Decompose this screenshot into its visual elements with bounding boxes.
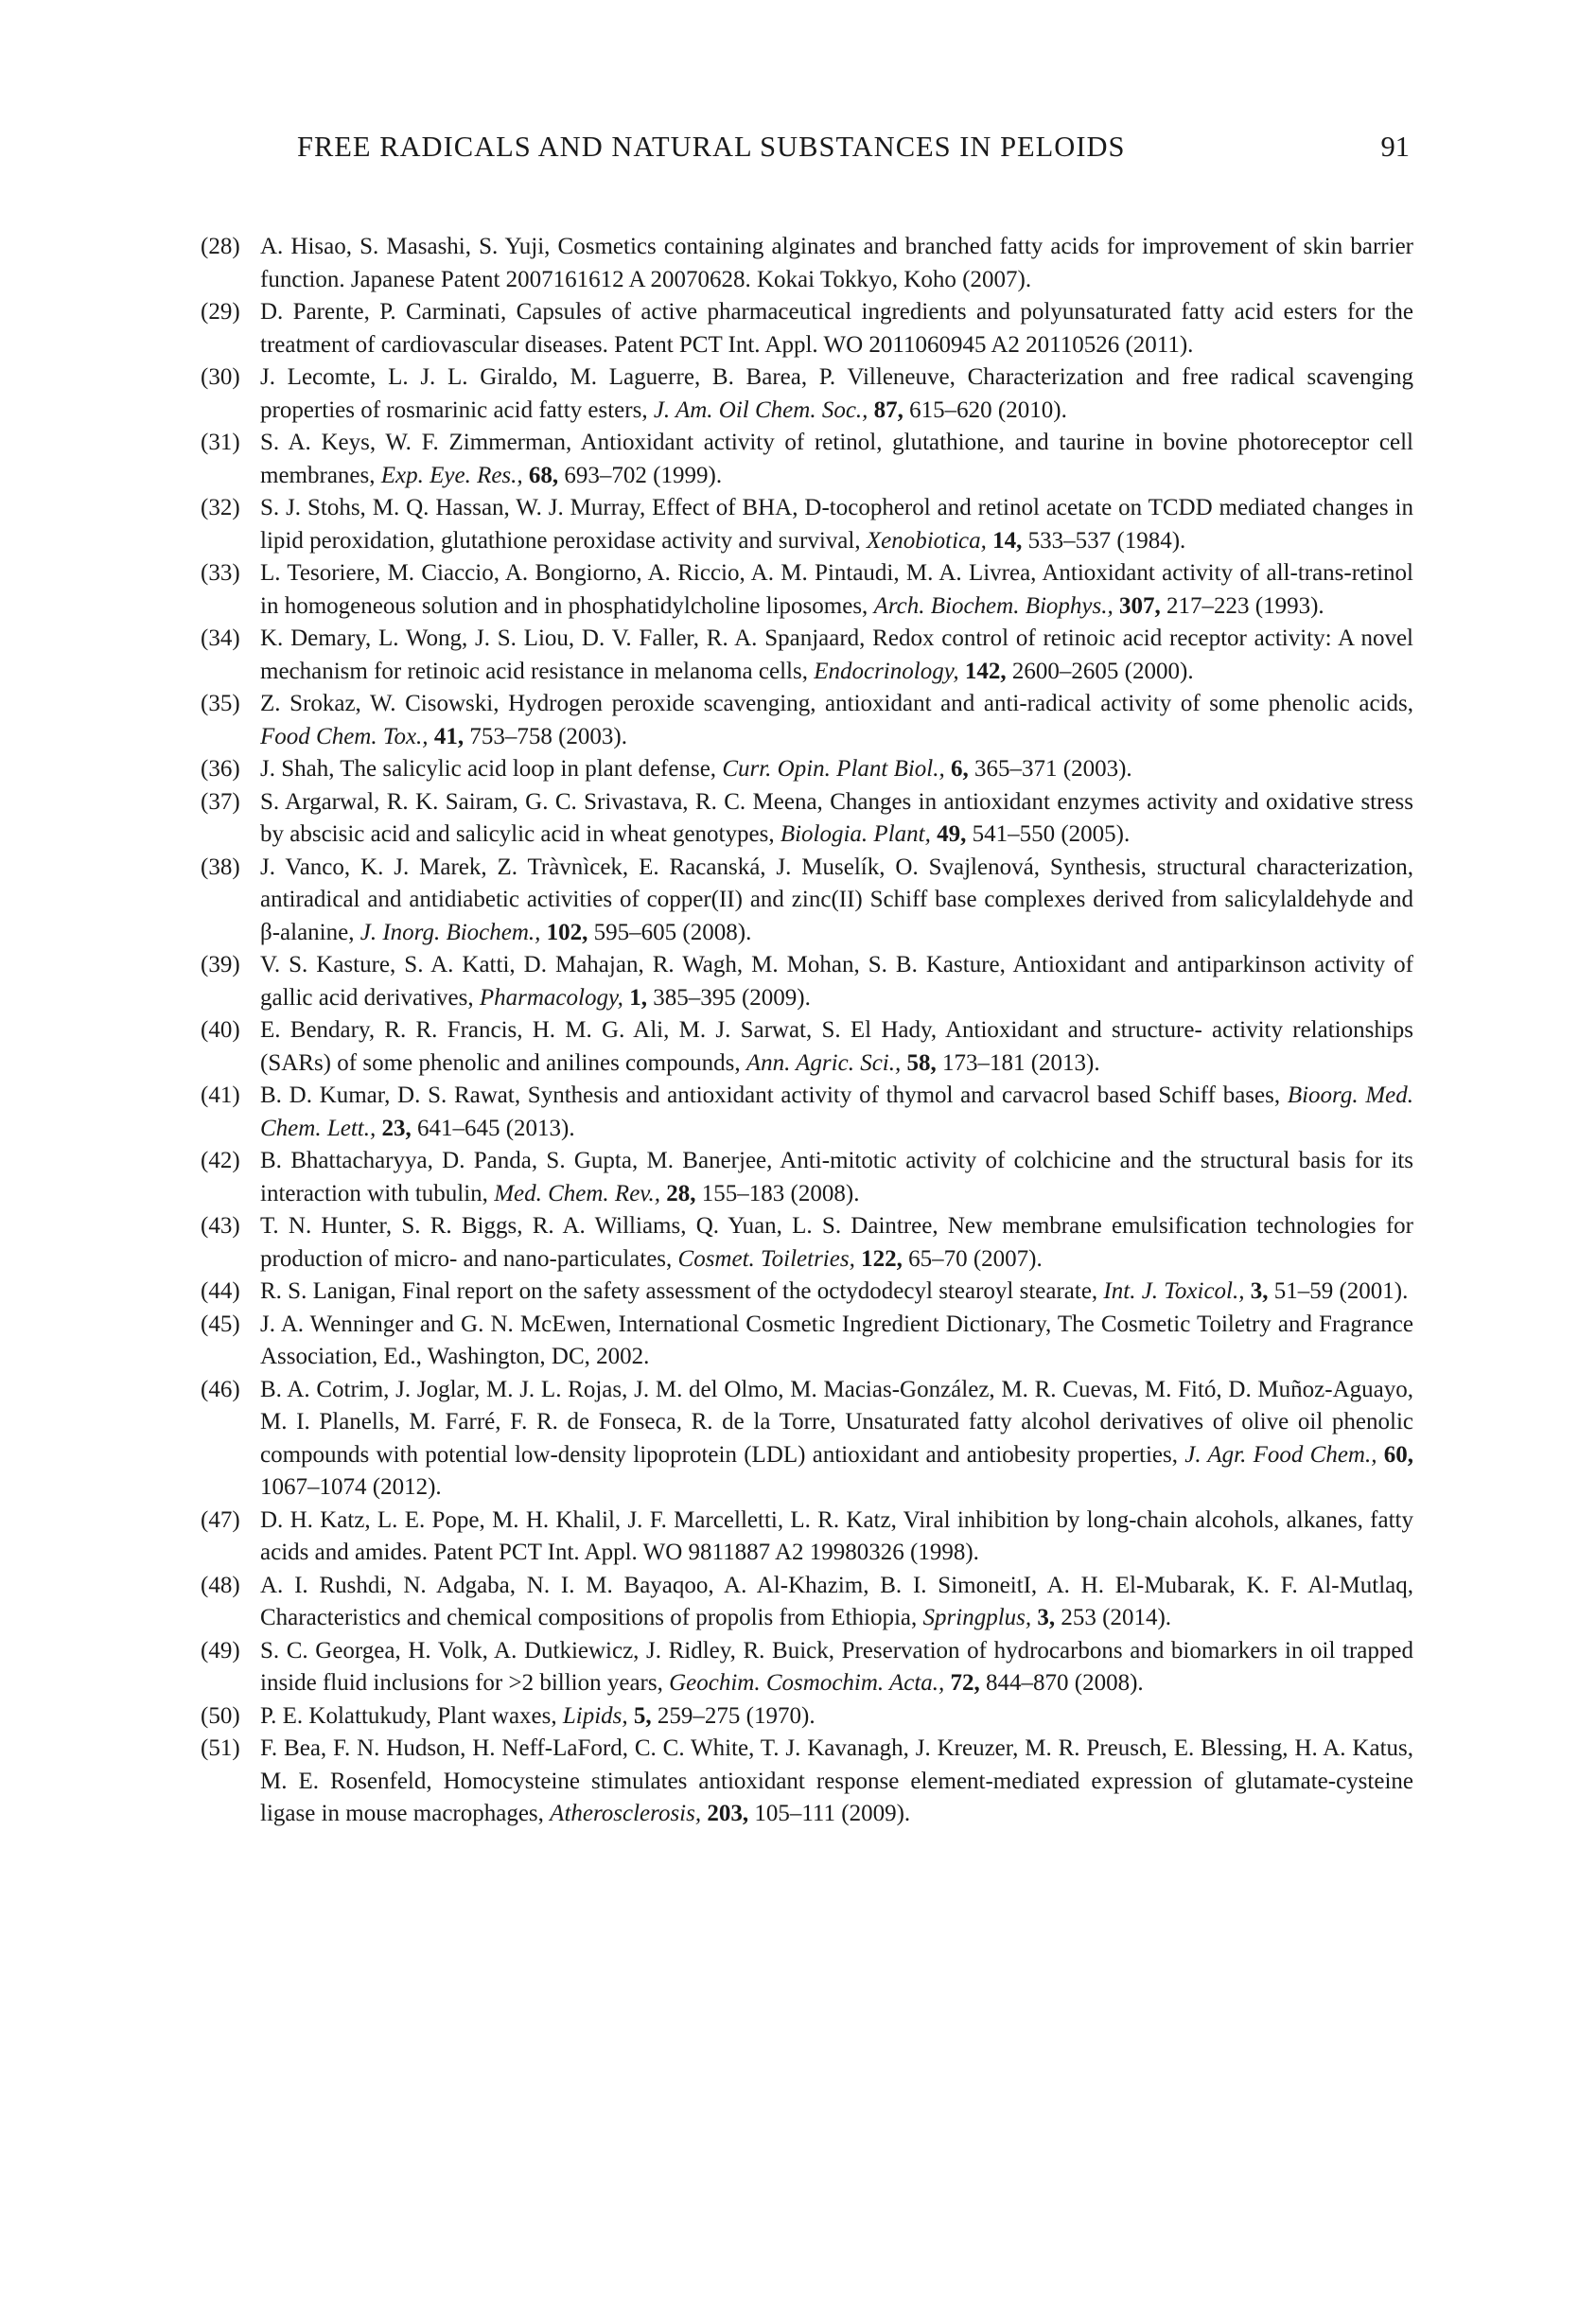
reference-number: (49) [201,1637,240,1663]
reference-citation [544,1801,910,1826]
volume-number: 1, [629,984,647,1011]
pages-year: 1067–1074 (2012). [260,1474,442,1500]
page-number: 91 [1380,131,1410,163]
reference-text: K. Demary, L. Wong, J. S. Liou, D. V. Faller, R. A. Spanjaard, Redox control of retinoic acid receptor activity: A novel mechanism for retinoic acid resistance in melanoma cells, [260,625,1413,684]
reference-citation [648,397,1067,423]
volume-number: 41, [433,723,465,749]
journal-title: Med. Chem. Rev., [494,1180,661,1206]
volume-number: 102, [546,919,588,945]
journal-title: Curr. Opin. Plant Biol., [722,756,945,782]
reference-number: (34) [201,625,240,651]
pages-year: 753–758 (2003). [469,723,627,749]
reference-citation [775,821,1131,847]
reference-number: (43) [201,1213,240,1239]
reference-body [260,1276,1413,1309]
reference-text: E. Bendary, R. R. Francis, H. M. G. Ali, M. J. Sarwat, S. El Hady, Antioxidant and structure- activity relationships (SARs) of some phenolic and anilines compounds, [260,1017,1413,1076]
reference-entry [201,623,1413,688]
reference-text: Z. Srokaz, W. Cisowski, Hydrogen peroxide scavenging, antioxidant and anti-radical activity of some phenolic acids, [260,691,1413,716]
reference-citation [663,1670,1144,1696]
journal-title: Lipids, [562,1702,628,1729]
reference-number: (35) [201,691,240,716]
pages-year: 105–111 (2009). [754,1801,911,1826]
pages-year: 595–605 (2008). [593,919,752,945]
reference-entry [201,492,1413,557]
reference-citation [375,463,722,488]
reference-entry [201,1014,1413,1080]
journal-title: J. Agr. Food Chem., [1184,1441,1377,1468]
reference-number: (42) [201,1148,240,1173]
reference-text: J. Shah, The salicylic acid loop in plant defense, [260,756,717,782]
reference-number: (48) [201,1572,240,1598]
reference-text: S. Argarwal, R. K. Sairam, G. C. Srivastava, R. C. Meena, Changes in antioxidant enzymes activity and oxidative stress by abscisic acid and salicylic acid in wheat genotypes, [260,788,1413,847]
reference-citation [917,1605,1171,1630]
reference-body [260,1014,1413,1080]
reference-text: S. A. Keys, W. F. Zimmerman, Antioxidant activity of retinol, glutathione, and taurine in bovine photoreceptor cell membranes, [260,430,1413,488]
reference-body [260,852,1413,950]
volume-number: 122, [861,1245,903,1272]
reference-citation [474,985,811,1011]
reference-body [260,949,1413,1014]
reference-number: (29) [201,299,240,325]
journal-title: Endocrinology, [814,658,959,684]
journal-title: Geochim. Cosmochim. Acta., [669,1670,945,1696]
reference-citation [557,1703,816,1729]
reference-entry [201,1570,1413,1635]
volume-number: 72, [950,1670,980,1696]
reference-entry [201,361,1413,427]
reference-text: L. Tesoriere, M. Ciaccio, A. Bongiorno, A. Riccio, A. M. Pintaudi, M. A. Livrea, Antioxidant activity of all-trans-retinol in homogeneous solution and in phosphatidylcholine liposomes, [260,560,1413,619]
reference-citation [741,1050,1100,1076]
journal-title: Pharmacology, [479,984,623,1011]
reference-entry [201,688,1413,753]
reference-entry [201,1505,1413,1570]
reference-number: (37) [201,788,240,815]
reference-entry [201,231,1413,296]
reference-body [260,1210,1413,1276]
reference-entry [201,1210,1413,1276]
reference-number: (33) [201,560,240,586]
reference-number: (47) [201,1506,240,1533]
pages-year: 541–550 (2005). [972,821,1131,847]
reference-citation [1097,1278,1408,1304]
volume-number: 58, [906,1049,937,1076]
running-head [297,131,1410,168]
reference-entry [201,1145,1413,1210]
reference-citation [716,756,1132,782]
reference-number: (28) [201,234,240,259]
reference-text: J. Vanco, K. J. Marek, Z. Tràvnìcek, E. Racanská, J. Muselík, O. Svajlenová, Synthesis, structural characterization, antiradical and antidiabetic activities of copper(II) and zinc(II) Schiff base complexes derived from salicylaldehyde and β-alanine, [260,854,1413,945]
reference-body [260,1309,1413,1374]
reference-body [260,753,1413,786]
journal-title: J. Inorg. Biochem., [360,919,541,945]
reference-number: (30) [201,364,240,390]
pages-year: 155–183 (2008). [701,1180,860,1206]
volume-number: 142, [964,658,1007,684]
reference-body [260,1700,1413,1734]
journal-title: Cosmet. Toiletries, [677,1245,855,1272]
journal-title: Xenobiotica, [866,527,987,554]
reference-body [260,557,1413,623]
journal-title: Springplus, [922,1605,1032,1630]
reference-citation [260,724,627,749]
reference-number: (41) [201,1083,240,1108]
reference-body [260,1505,1413,1570]
volume-number: 87, [873,396,903,423]
reference-citation [354,920,751,945]
journal-title: Biologia. Plant, [780,821,931,847]
reference-number: (38) [201,854,240,880]
reference-number: (31) [201,430,240,455]
reference-number: (32) [201,495,240,520]
pages-year: 259–275 (1970). [657,1702,816,1729]
reference-text: R. S. Lanigan, Final report on the safety assessment of the octydodecyl stearoyl stearate, [260,1278,1098,1304]
reference-text: B. Bhattacharyya, D. Panda, S. Gupta, M. Banerjee, Anti-mitotic activity of colchicine and the structural basis for its interaction with tubulin, [260,1148,1413,1206]
reference-text: J. Lecomte, L. J. L. Giraldo, M. Laguerre, B. Barea, P. Villeneuve, Characterization and free radical scavenging properties of rosmarinic acid fatty esters, [260,364,1413,423]
reference-number: (40) [201,1017,240,1043]
volume-number: 5, [633,1702,652,1729]
reference-entry [201,1374,1413,1505]
pages-year: 217–223 (1993). [1166,592,1324,619]
pages-year: 641–645 (2013). [416,1115,575,1141]
pages-year: 844–870 (2008). [986,1670,1144,1696]
journal-title: Atherosclerosis, [550,1801,702,1826]
reference-entry [201,1700,1413,1734]
pages-year: 253 (2014). [1061,1605,1172,1630]
reference-body [260,1570,1413,1635]
journal-title: Bioorg. Med. Chem. Lett., [260,1083,1414,1141]
reference-entry [201,753,1413,786]
reference-entry [201,1276,1413,1309]
journal-title: Arch. Biochem. Biophys., [873,592,1114,619]
reference-body [260,688,1413,753]
reference-text: S. C. Georgea, H. Volk, A. Dutkiewicz, J. Ridley, R. Buick, Preservation of hydrocarbons and biomarkers in oil trapped inside fluid inclusions for >2 billion years, [260,1637,1413,1696]
pages-year: 65–70 (2007). [908,1245,1043,1272]
reference-body [260,1733,1413,1831]
reference-number: (36) [201,756,240,782]
reference-text: D. Parente, P. Carminati, Capsules of active pharmaceutical ingredients and polyunsaturated fatty acid esters for the treatment of cardiovascular diseases. Patent PCT Int. Appl. WO 2011060945 A2 20110526 (2011). [260,299,1413,358]
reference-text: B. D. Kumar, D. S. Rawat, Synthesis and antioxidant activity of thymol and carvacrol based Schiff bases, [260,1083,1281,1108]
volume-number: 49, [937,821,967,847]
reference-body [260,361,1413,427]
reference-number: (39) [201,952,240,977]
reference-citation [868,593,1324,619]
reference-text: F. Bea, F. N. Hudson, H. Neff-LaFord, C. C. White, T. J. Kavanagh, J. Kreuzer, M. R. Preusch, E. Blessing, H. A. Katus, M. E. Rosenfeld, Homocysteine stimulates antioxidant response element-mediated expression of glutamate-cysteine ligase in mouse macrophages, [260,1735,1413,1826]
journal-title: Int. J. Toxicol., [1103,1278,1245,1304]
reference-entry [201,296,1413,361]
volume-number: 203, [707,1801,749,1826]
pages-year: 365–371 (2003). [974,756,1132,782]
reference-entry [201,1309,1413,1374]
reference-body [260,492,1413,557]
reference-citation [672,1246,1042,1272]
reference-entry [201,427,1413,492]
pages-year: 51–59 (2001). [1273,1278,1409,1304]
running-title: FREE RADICALS AND NATURAL SUBSTANCES IN PELOIDS [297,131,1126,163]
reference-entry [201,852,1413,950]
reference-number: (51) [201,1735,240,1761]
pages-year: 533–537 (1984). [1027,527,1186,554]
reference-number: (50) [201,1702,240,1729]
reference-entry [201,949,1413,1014]
volume-number: 14, [992,527,1023,554]
journal-title: J. Am. Oil Chem. Soc., [653,396,868,423]
reference-citation [861,528,1186,554]
reference-body [260,427,1413,492]
journal-title: Exp. Eye. Res., [380,462,523,488]
reference-body [260,1635,1413,1700]
reference-text: V. S. Kasture, S. A. Katti, D. Mahajan, R. Wagh, M. Mohan, S. B. Kasture, Antioxidant and antiparkinson activity of gallic acid derivatives, [260,952,1413,1011]
reference-text: J. A. Wenninger and G. N. McEwen, International Cosmetic Ingredient Dictionary, The Cosmetic Toiletry and Fragrance Association, Ed., Washington, DC, 2002. [260,1311,1413,1369]
pages-year: 615–620 (2010). [909,396,1067,423]
reference-body [260,1374,1413,1505]
reference-entry [201,1635,1413,1700]
volume-number: 3, [1037,1605,1056,1630]
volume-number: 60, [1383,1441,1414,1468]
pages-year: 385–395 (2009). [653,984,811,1011]
journal-title: Food Chem. Tox., [260,723,429,749]
reference-number: (44) [201,1278,240,1304]
reference-citation [808,659,1194,684]
reference-body [260,623,1413,688]
reference-number: (45) [201,1311,240,1337]
volume-number: 23, [381,1115,412,1141]
reference-number: (46) [201,1376,240,1402]
reference-text: S. J. Stohs, M. Q. Hassan, W. J. Murray, Effect of BHA, D-tocopherol and retinol acetate on TCDD mediated changes in lipid peroxidation, glutathione peroxidase activity and survival, [260,495,1413,554]
reference-text: P. E. Kolattukudy, Plant waxes, [260,1702,557,1729]
reference-body [260,231,1413,296]
reference-text: T. N. Hunter, S. R. Biggs, R. A. Williams, Q. Yuan, L. S. Daintree, New membrane emulsification technologies for production of micro- and nano-particulates, [260,1213,1413,1272]
reference-entry [201,1080,1413,1145]
reference-body [260,1145,1413,1210]
reference-entry [201,786,1413,852]
volume-number: 307, [1119,592,1161,619]
volume-number: 68, [528,462,559,488]
reference-text: A. I. Rushdi, N. Adgaba, N. I. M. Bayaqoo, A. Al-Khazim, B. I. SimoneitI, A. H. El-Mubarak, K. F. Al-Mutlaq, Characteristics and chemical compositions of propolis from Ethiopia, [260,1572,1413,1630]
reference-text: A. Hisao, S. Masashi, S. Yuji, Cosmetics containing alginates and branched fatty acids for improvement of skin barrier function. Japanese Patent 2007161612 A 20070628. Kokai Tokkyo, Koho (2007). [260,234,1413,292]
pages-year: 173–181 (2013). [941,1049,1100,1076]
reference-text: D. H. Katz, L. E. Pope, M. H. Khalil, J. F. Marcelletti, L. R. Katz, Viral inhibition by long-chain alcohols, alkanes, fatty acids and amides. Patent PCT Int. Appl. WO 9811887 A2 19980326 (1998). [260,1506,1413,1565]
pages-year: 693–702 (1999). [564,462,723,488]
reference-entry [201,1733,1413,1831]
volume-number: 28, [666,1180,696,1206]
reference-body [260,786,1413,852]
reference-body [260,296,1413,361]
reference-citation [488,1181,860,1206]
volume-number: 6, [951,756,969,782]
reference-entry [201,557,1413,623]
pages-year: 2600–2605 (2000). [1011,658,1194,684]
reference-list [201,231,1413,1831]
journal-title: Ann. Agric. Sci., [745,1049,902,1076]
volume-number: 3, [1250,1278,1269,1304]
reference-body [260,1080,1413,1145]
reference-text: B. A. Cotrim, J. Joglar, M. J. L. Rojas, J. M. del Olmo, M. Macias-González, M. R. Cuevas, M. Fitó, D. Muñoz-Aguayo, M. I. Planells, M. Farré, F. R. de Fonseca, R. de la Torre, Unsaturated fatty alcohol derivatives of olive oil phenolic compounds with potential low-density lipoprotein (LDL) antioxidant and antiobesity properties, [260,1376,1413,1468]
